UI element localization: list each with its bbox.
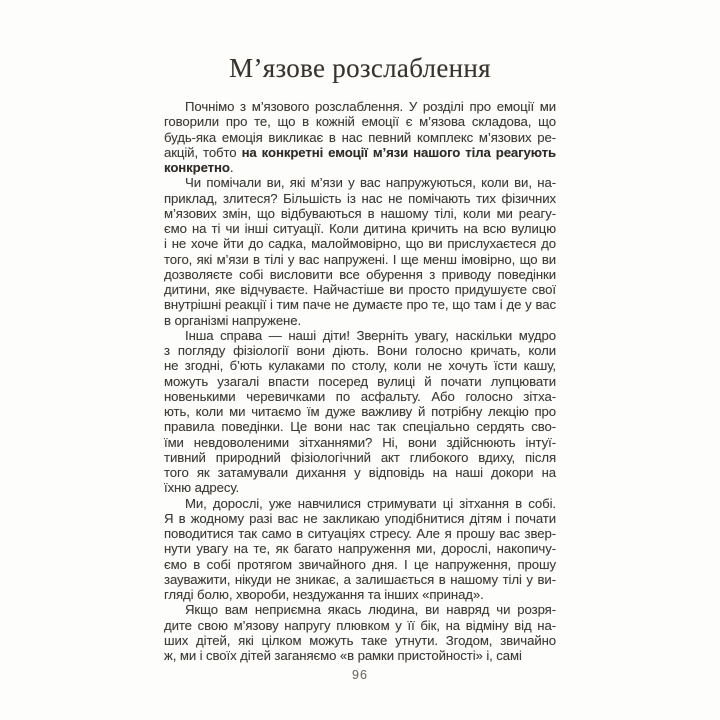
text-segment: з погляду фізіології вони діють. Вони голосно кричать, коли — [164, 343, 556, 358]
text-segment: не згодні, б’ють кулаками по столу, коли не хочуть їсти кашу, — [164, 358, 556, 374]
text-line — [164, 480, 556, 495]
text-line — [164, 252, 556, 267]
text-line — [164, 633, 556, 648]
text-line — [164, 206, 556, 221]
text-segment: дите свою м’язову напругу плювком у її бік, на відміну від на- — [164, 617, 556, 633]
text-segment: Якщо вам неприємна якась людина, ви навряд чи розря- — [185, 602, 556, 618]
text-line — [164, 511, 556, 526]
text-segment: правила поведінки. Це вони нас так спеціально сердять сво- — [164, 419, 556, 435]
text-segment: і не хоче йти до садка, малоймовірно, що ви прислухаєтеся до — [164, 236, 556, 252]
text-segment: ж, ми і своїх дітей заганяємо «в рамки пристойності» і, самі — [164, 648, 522, 663]
text-segment: ємо на ті чи інші ситуації. Коли дитина кричить на всю вулицю — [164, 221, 556, 236]
text-line — [164, 587, 556, 602]
text-line — [164, 282, 556, 297]
text-line — [164, 236, 556, 251]
text-segment: . — [229, 160, 234, 175]
text-segment: того, які м’язи в тілі у вас напружені. І ще менш імовірно, що ви — [164, 251, 556, 267]
text-segment: нути увагу на те, як багато напруження ми, дорослі, накопичу- — [164, 541, 556, 557]
bold-text-segment: конкретно — [164, 160, 230, 175]
text-segment: Ми, дорослі, уже навчилися стримувати ці зітхання в собі. — [185, 495, 556, 511]
text-line — [164, 435, 556, 450]
text-segment: м’язових змін, що відбуваються в нашому тілі, коли ми реагу- — [164, 205, 556, 221]
text-line — [164, 114, 556, 129]
text-line — [164, 389, 556, 404]
text-line — [164, 419, 556, 434]
text-line — [164, 313, 556, 328]
text-segment: їхню адресу. — [164, 480, 240, 496]
paragraph-5 — [164, 602, 556, 663]
text-line — [164, 99, 556, 114]
text-segment: того як затамували дихання у відповідь на наші докори на — [164, 465, 556, 480]
text-segment: ємо в собі протягом звичайного дня. І це напруження, прошу — [164, 556, 556, 572]
text-line — [164, 358, 556, 373]
text-line — [164, 602, 556, 617]
text-line — [164, 496, 556, 511]
text-segment: в організмі напружене. — [164, 312, 302, 328]
text-segment: їми невдоволеними зітханнями? Ні, вони здійснюють інтуї- — [164, 434, 556, 450]
body-text — [164, 99, 556, 663]
text-segment: Інша справа — наші діти! Зверніть увагу, наскільки мудро — [185, 327, 556, 343]
text-segment: зауважити, нікуди не зникає, а залишається в нашому тілі у ви- — [164, 571, 556, 587]
text-segment: тивний природний фізіологічний акт глибокого вдиху, після — [164, 449, 556, 465]
text-segment: Чи помічали ви, які м’язи у вас напружуються, коли ви, на- — [185, 175, 556, 191]
text-line — [164, 526, 556, 541]
text-line — [164, 648, 556, 663]
text-line — [164, 572, 556, 587]
text-segment: гляді болю, хвороби, нездужання та інших «принад». — [164, 587, 484, 602]
paragraph-3 — [164, 328, 556, 496]
text-line — [164, 145, 556, 160]
text-line — [164, 374, 556, 389]
text-segment: можуть узагалі впасти посеред вулиці й почати лупцювати — [164, 373, 556, 389]
text-segment: Почнімо з м’язового розслаблення. У розділі про емоції ми — [185, 99, 556, 114]
text-line — [164, 450, 556, 465]
paragraph-1 — [164, 99, 556, 175]
text-line — [164, 297, 556, 312]
text-line — [164, 267, 556, 282]
page-number: 96 — [352, 668, 368, 682]
text-line — [164, 328, 556, 343]
text-line — [164, 465, 556, 480]
text-line — [164, 175, 556, 190]
text-line — [164, 557, 556, 572]
text-segment: будь-яка емоція викликає в нас певний комплекс м’язових ре- — [164, 129, 556, 145]
text-segment: ють, коли ми читаємо їм дуже важливу й потрібну лекцію про — [164, 404, 556, 419]
text-segment: поводитися так само в ситуаціях стресу. Але я прошу вас звер- — [164, 526, 556, 541]
text-line — [164, 221, 556, 236]
text-segment: новенькими черевичками по асфальту. Або голосно зітха- — [164, 388, 556, 404]
text-segment: ших дітей, які цілком можуть таке утнути. Згодом, звичайно — [164, 632, 556, 648]
text-segment: внутрішні реакції і тим паче не думаєте про те, що там і де у вас — [164, 297, 556, 313]
text-segment: говорили про те, що в кожній емоції є м’язова складова, що — [164, 114, 556, 130]
paragraph-4 — [164, 496, 556, 603]
text-segment: Я в жодному разі вас не закликаю уподібнитися дітям і почати — [164, 510, 556, 526]
text-segment: дозволяєте собі висловити все обурення з приводу поведінки — [164, 266, 556, 282]
text-line — [164, 618, 556, 633]
text-segment: дитини, яке відчуваєте. Найчастіше ви просто придушуєте свої — [164, 282, 556, 297]
text-line — [164, 130, 556, 145]
chapter-title: М’язове розслаблення — [229, 53, 491, 83]
text-line — [164, 541, 556, 556]
paragraph-2 — [164, 175, 556, 328]
text-line — [164, 343, 556, 358]
text-line — [164, 160, 556, 175]
text-segment: приклад, злитеся? Більшість із нас не помічають тих фізичних — [164, 190, 556, 206]
text-line — [164, 404, 556, 419]
bold-text-segment: на конкретні емоції м’язи нашого тіла реагують — [241, 144, 556, 160]
text-segment: акцій, тобто — [164, 144, 242, 160]
text-line — [164, 191, 556, 206]
